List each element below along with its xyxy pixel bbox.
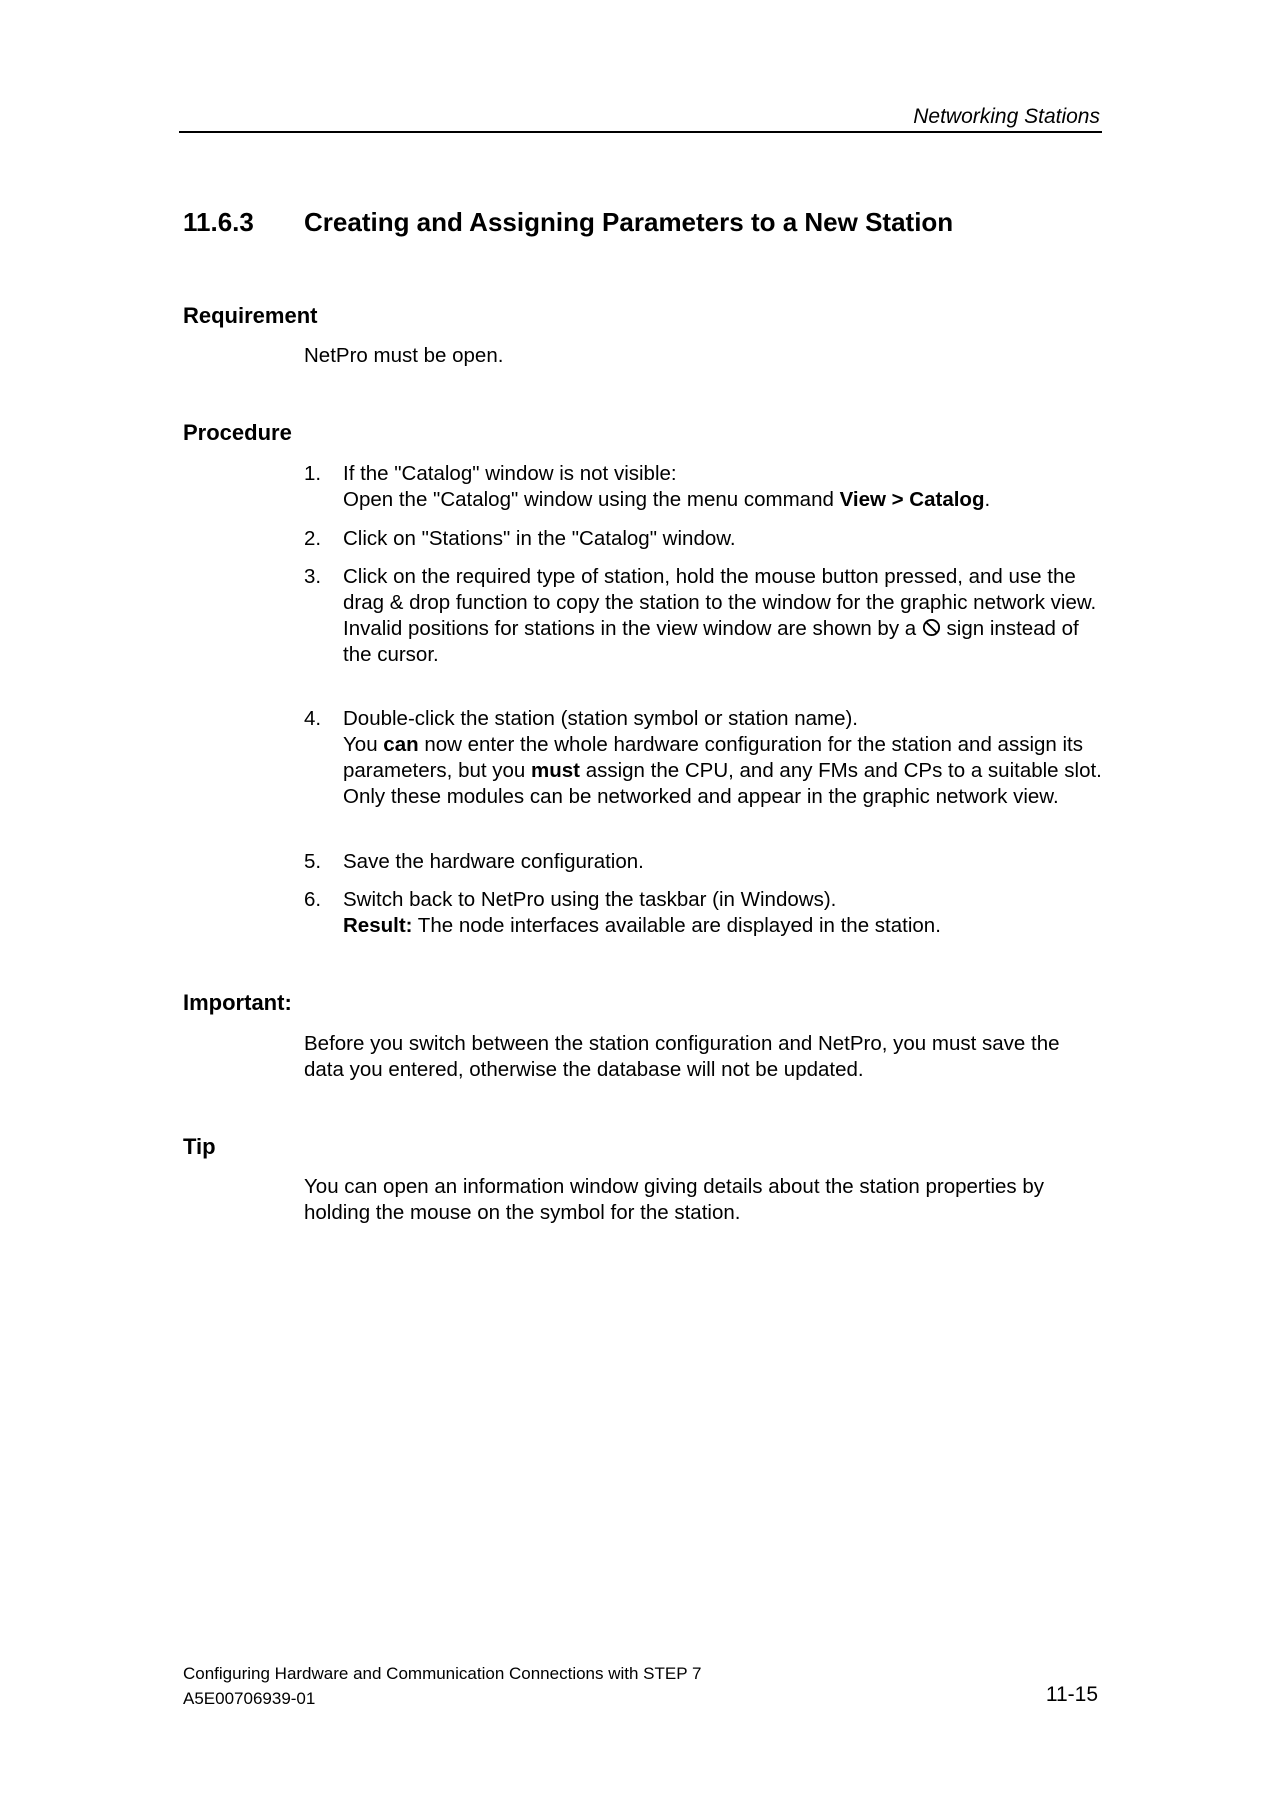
section-title: Creating and Assigning Parameters to a New Station (304, 207, 954, 237)
step-text: Open the "Catalog" window using the menu command (343, 488, 840, 511)
step-text: Click on "Stations" in the "Catalog" window. (343, 527, 736, 550)
procedure-heading: Procedure (183, 420, 292, 445)
step-text: Invalid positions for stations in the view window are shown by a (343, 617, 922, 640)
step-text: Switch back to NetPro using the taskbar (in Windows). (343, 888, 837, 911)
running-header: Networking Stations (913, 105, 1100, 128)
step-text: If the "Catalog" window is not visible: (343, 462, 677, 485)
section-number: 11.6.3 (183, 207, 254, 237)
step-number: 3. (304, 565, 322, 588)
step-text: sign instead of the cursor. (343, 617, 1079, 666)
result-text: The node interfaces available are displayed in the station. (412, 914, 941, 937)
requirement-heading: Requirement (183, 303, 318, 328)
list-item (304, 526, 1104, 552)
emphasis: must (531, 759, 580, 782)
step-text: Click on the required type of station, hold the mouse button pressed, and use the drag & drop function to copy the station to the window for the graphic network view. (343, 565, 1097, 614)
requirement-text: NetPro must be open. (304, 344, 504, 367)
step-number: 4. (304, 707, 322, 730)
page-number: 11-15 (1045, 1683, 1098, 1706)
list-item (304, 887, 1104, 939)
important-heading: Important: (183, 990, 292, 1015)
list-item (304, 706, 1104, 810)
footer-book-title: Configuring Hardware and Communication Connections with STEP 7 (183, 1664, 702, 1683)
step-text: assign the CPU, and any FMs and CPs to a suitable slot. Only these modules can be networked and appear in the graphic network view. (343, 759, 1102, 808)
step-text: Save the hardware configuration. (343, 850, 644, 873)
step-number: 2. (304, 527, 322, 550)
list-item (304, 849, 1104, 875)
punct: . (984, 488, 991, 511)
result-label: Result: (343, 914, 413, 937)
tip-text: You can open an information window giving details about the station properties by holding the mouse on the symbol for the station. (304, 1175, 1045, 1224)
step-text: You (343, 733, 384, 756)
emphasis: can (383, 733, 419, 756)
menu-command: View > Catalog (839, 488, 985, 511)
step-number: 6. (304, 888, 322, 911)
list-item (304, 564, 1104, 668)
step-text: Double-click the station (station symbol or station name). (343, 707, 859, 730)
step-number: 5. (304, 850, 322, 873)
step-text: now enter the whole hardware configuration for the station and assign its parameters, but you (343, 733, 1083, 782)
step-number: 1. (304, 462, 322, 485)
tip-heading: Tip (183, 1134, 216, 1159)
no-entry-icon (922, 618, 941, 637)
header-rule (179, 131, 1102, 133)
important-text: Before you switch between the station configuration and NetPro, you must save the data you entered, otherwise the database will not be updated. (304, 1032, 1060, 1081)
footer-doc-number: A5E00706939-01 (183, 1689, 316, 1708)
list-item (304, 461, 1104, 513)
